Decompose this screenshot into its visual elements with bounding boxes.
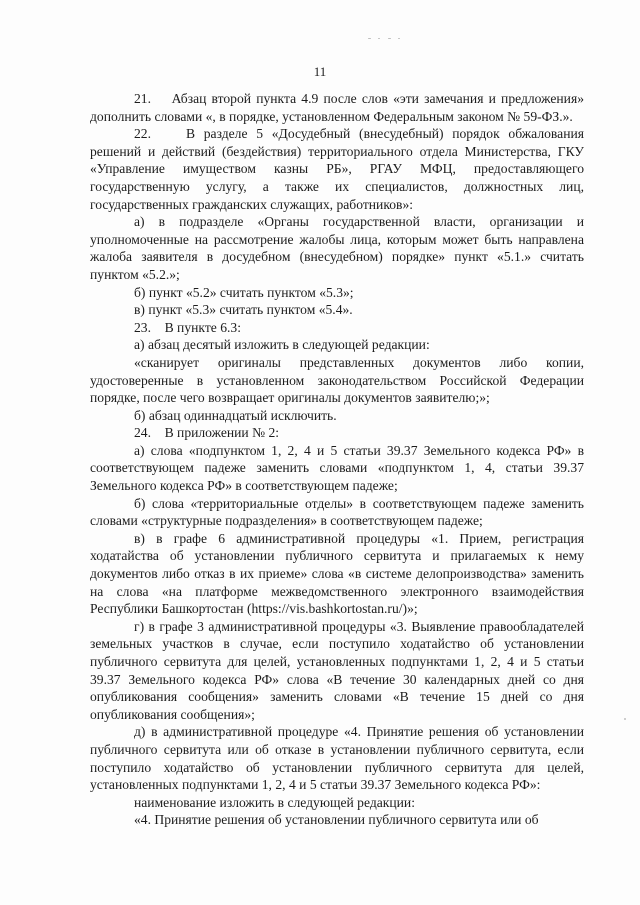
paragraph-24-e-quote: «4. Принятие решения об установлении публичного сервитута или об <box>134 812 539 828</box>
scan-artifact <box>624 718 626 720</box>
scan-artifact <box>378 38 380 39</box>
paragraph-24-c: в) в графе 6 административной процедуры «1. Прием, регистрация ходатайства об установлении публичного сервитута и прилагаемых к нему документов либо отказ в их приеме» слова «в системе делопроизводства» заменить на слова «на платформе межведомственного электронного взаимодействия Республики Башкортостан (https://vis.bashkortostan.ru/)»; <box>90 530 584 617</box>
paragraph-23-b: б) абзац одиннадцатый исключить. <box>134 407 337 423</box>
scan-artifact <box>398 38 400 39</box>
paragraph-24-d: г) в графе 3 административной процедуры «3. Выявление правообладателей земельных участков в случае, если поступило ходатайство об установлении публичного сервитута для целей, установленных подпунктами 1, 2, 4 и 5 статьи 39.37 Земельного кодекса РФ» слова «В течение 30 календарных дней со дня опубликования сообщения» заменить словами «В течение 15 дней со дня опубликования сообщения»; <box>90 618 584 722</box>
paragraph-23: 23. В пункте 6.3: <box>134 319 241 335</box>
paragraph-22-a: а) в подразделе «Органы государственной власти, организации и уполномоченные на рассмотрение жалобы лица, которым может быть направлена жалоба заявителя в досудебном (внесудебном) порядке» пункт «5.1.» считать пунктом «5.2.»; <box>90 214 584 282</box>
paragraph-24: 24. В приложении № 2: <box>134 425 280 441</box>
page-number: 11 <box>313 64 327 79</box>
scan-artifact <box>388 38 391 39</box>
paragraph-24-e: д) в административной процедуре «4. Принятие решения об установлении публичного сервитута или об отказе в установлении публичного сервитута, если поступило ходатайство об установлении публичного сервитута для целей, установленных подпунктами 1, 2, 4 и 5 статьи 39.37 Земельного кодекса РФ»: <box>90 724 584 793</box>
paragraph-22-c: в) пункт «5.3» считать пунктом «5.4». <box>134 302 353 318</box>
paragraph-21: 21. Абзац второй пункта 4.9 после слов «эти замечания и предложения» дополнить словами «, в порядке, установленном Федеральным законом № 59-ФЗ.». <box>90 91 584 124</box>
paragraph-22-b: б) пункт «5.2» считать пунктом «5.3»; <box>134 284 354 300</box>
paragraph-23-a: а) абзац десятый изложить в следующей редакции: <box>134 337 430 353</box>
scan-artifact <box>368 38 371 39</box>
paragraph-23-a-quote: «сканирует оригиналы представленных документов либо копии, удостоверенные в установленном законодательством Российской Федерации порядке, после чего возвращает оригиналы документов заявителю;»; <box>90 354 584 406</box>
paragraph-24-a: а) слова «подпунктом 1, 2, 4 и 5 статьи 39.37 Земельного кодекса РФ» в соответствующем падеже заменить словами «подпунктом 1, 4, статьи 39.37 Земельного кодекса РФ» в соответствующем падеже; <box>90 442 584 494</box>
document-body <box>90 90 584 829</box>
paragraph-24-b: б) слова «территориальные отделы» в соответствующем падеже заменить словами «структурные подразделения» в соответствующем падеже; <box>90 495 584 529</box>
paragraph-22: 22. В разделе 5 «Досудебный (внесудебный) порядок обжалования решений и действий (бездействия) территориального отдела Министерства, ГКУ «Управление имуществом казны РБ», РГАУ МФЦ, предоставляющего государственную услугу, а также их специалистов, должностных лиц, государственных гражданских служащих, работников»: <box>90 126 584 212</box>
paragraph-24-e-name: наименование изложить в следующей редакции: <box>134 794 415 810</box>
